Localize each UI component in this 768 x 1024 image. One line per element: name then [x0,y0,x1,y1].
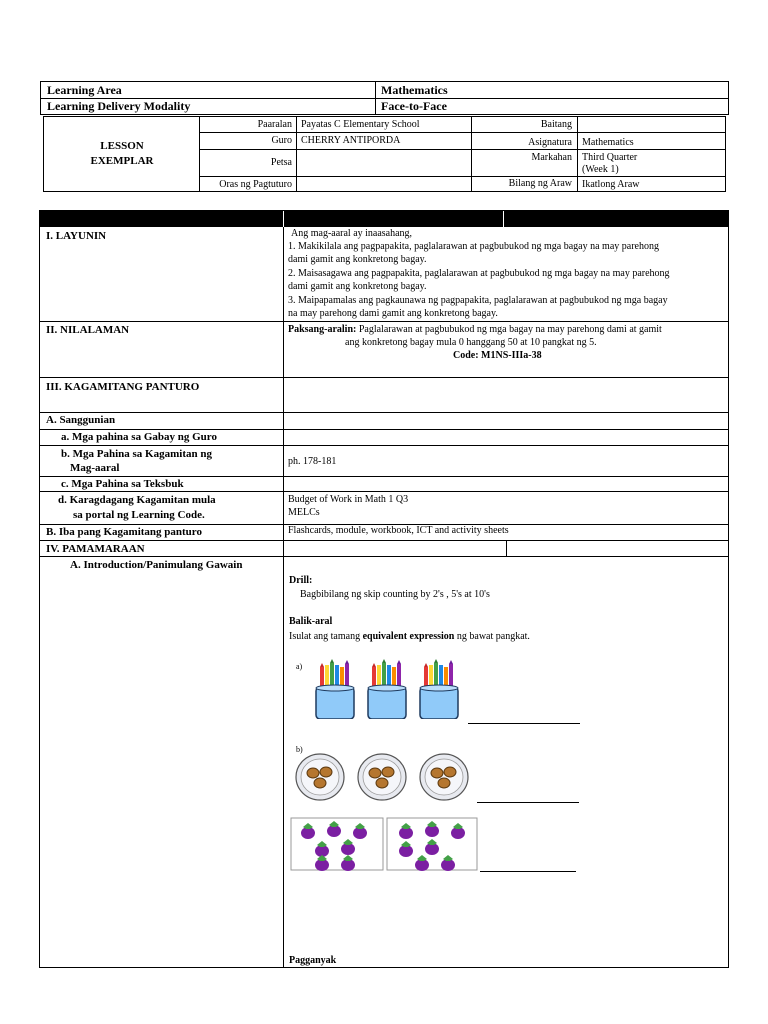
balik-text-2: ng bawat pangkat. [454,631,530,642]
bilang-value: Ikatlong Araw [582,179,640,190]
bilang-label: Bilang ng Araw [508,178,572,189]
balik-aral-label: Balik-aral [289,616,333,627]
modality-value: Face-to-Face [381,99,447,113]
lesson-exemplar-title: LESSON EXEMPLAR [90,140,154,167]
balik-text-bold: equivalent expression [362,631,455,642]
column-divider [283,227,284,967]
markahan-label: Markahan [531,152,572,163]
modality-label: Learning Delivery Modality [47,99,191,113]
gabay-label: a. Mga pahina sa Gabay ng Guro [61,431,217,443]
paksang-label: Paksang-aralin: [288,324,357,335]
paaralan-value: Payatas C Elementary School [301,119,420,130]
header-vdivider [375,82,376,114]
layunin-2a: 2. Maisasagawa ang pagpapakita, paglalarawan at pagbubukod ng mga bagay na may parehong [288,268,670,279]
paaralan-label: Paaralan [257,119,292,130]
answer-line-c [480,871,576,872]
markahan-value-2: (Week 1) [582,164,619,175]
sanggunian-label: A. Sanggunian [46,414,116,426]
karagdagang-value-2: MELCs [288,507,320,518]
markahan-value-1: Third Quarter [582,152,638,163]
layunin-1a: 1. Makikilala ang pagpapakita, paglalarawan at pagbubukod ng mga bagay na may parehong [288,241,659,252]
paksang-aralin [288,324,662,336]
balik-text-1: Isulat ang tamang [289,631,363,642]
answer-line-a [468,723,580,724]
layunin-intro: Ang mag-aaral ay inaasahang, [291,228,413,239]
info-table [43,116,726,192]
learning-area-label: Learning Area [47,83,122,97]
pencil-cups-illustration [308,659,464,719]
pagganyak-label: Pagganyak [289,955,337,966]
layunin-1b: dami gamit ang konkretong bagay. [288,254,427,265]
paksang-text: Paglalarawan at pagbubukod ng mga bagay na may parehong dami at gamit [356,324,662,335]
drill-label: Drill: [289,575,313,586]
iba-value: Flashcards, module, workbook, ICT and activity sheets [288,525,509,536]
pic-a-label: a) [296,662,303,671]
layunin-2b: dami gamit ang konkretong bagay. [288,281,427,292]
drill-text: Bagbibilang ng skip counting by 2's , 5's at 10's [300,589,490,600]
petsa-value [297,156,305,158]
learning-area-value: Mathematics [381,83,448,97]
cookie-plates-illustration [294,751,474,803]
kagamitan-label: III. KAGAMITANG PANTURO [46,381,200,393]
teksbuk-label: c. Mga Pahina sa Teksbuk [61,478,184,490]
kagamitan-mag-aaral-label-2: Mag-aaral [70,462,120,474]
kagamitan-mag-aaral-value: ph. 178-181 [288,456,337,467]
baitang-value [578,118,586,120]
oras-value [297,178,305,180]
eggplant-groups-illustration [290,817,480,873]
lesson-plan-table [39,210,729,968]
nilalaman-label: II. NILALAMAN [46,324,130,336]
petsa-label: Petsa [270,157,292,168]
kagamitan-mag-aaral-label-1: b. Mga Pahina sa Kagamitan ng [61,448,212,460]
oras-label: Oras ng Pagtuturo [219,179,292,190]
layunin-3a: 3. Maipapamalas ang pagkaunawa ng pagpapakita, paglalarawan at pagbubukod ng mga bagay [288,295,668,306]
header-table [40,81,729,115]
answer-line-b [477,802,579,803]
code-text: Code: M1NS-IIIa-38 [453,350,542,361]
table-header-bar [40,211,728,227]
pamamaraan-label: IV. PAMAMARAAN [46,543,145,555]
asignatura-value: Mathematics [582,137,634,148]
intro-label: A. Introduction/Panimulang Gawain [70,559,243,571]
karagdagang-value-1: Budget of Work in Math 1 Q3 [288,494,409,505]
layunin-label: I. LAYUNIN [46,230,107,242]
guro-label: Guro [271,135,292,146]
pic-b-label: b) [296,745,303,754]
guro-value: CHERRY ANTIPORDA [301,135,401,146]
balik-aral-text [289,631,530,643]
layunin-3b: na may parehong dami gamit ang konkretong bagay. [288,308,498,319]
baitang-label: Baitang [540,119,572,130]
iba-label: B. Iba pang Kagamitang panturo [46,526,202,538]
karagdagang-label-1: d. Karagdagang Kagamitan mula [58,494,216,506]
paksang-text-2: ang konkretong bagay mula 0 hanggang 50 at 10 pangkat ng 5. [345,337,597,348]
asignatura-label: Asignatura [528,137,572,148]
karagdagang-label-2: sa portal ng Learning Code. [73,509,205,521]
